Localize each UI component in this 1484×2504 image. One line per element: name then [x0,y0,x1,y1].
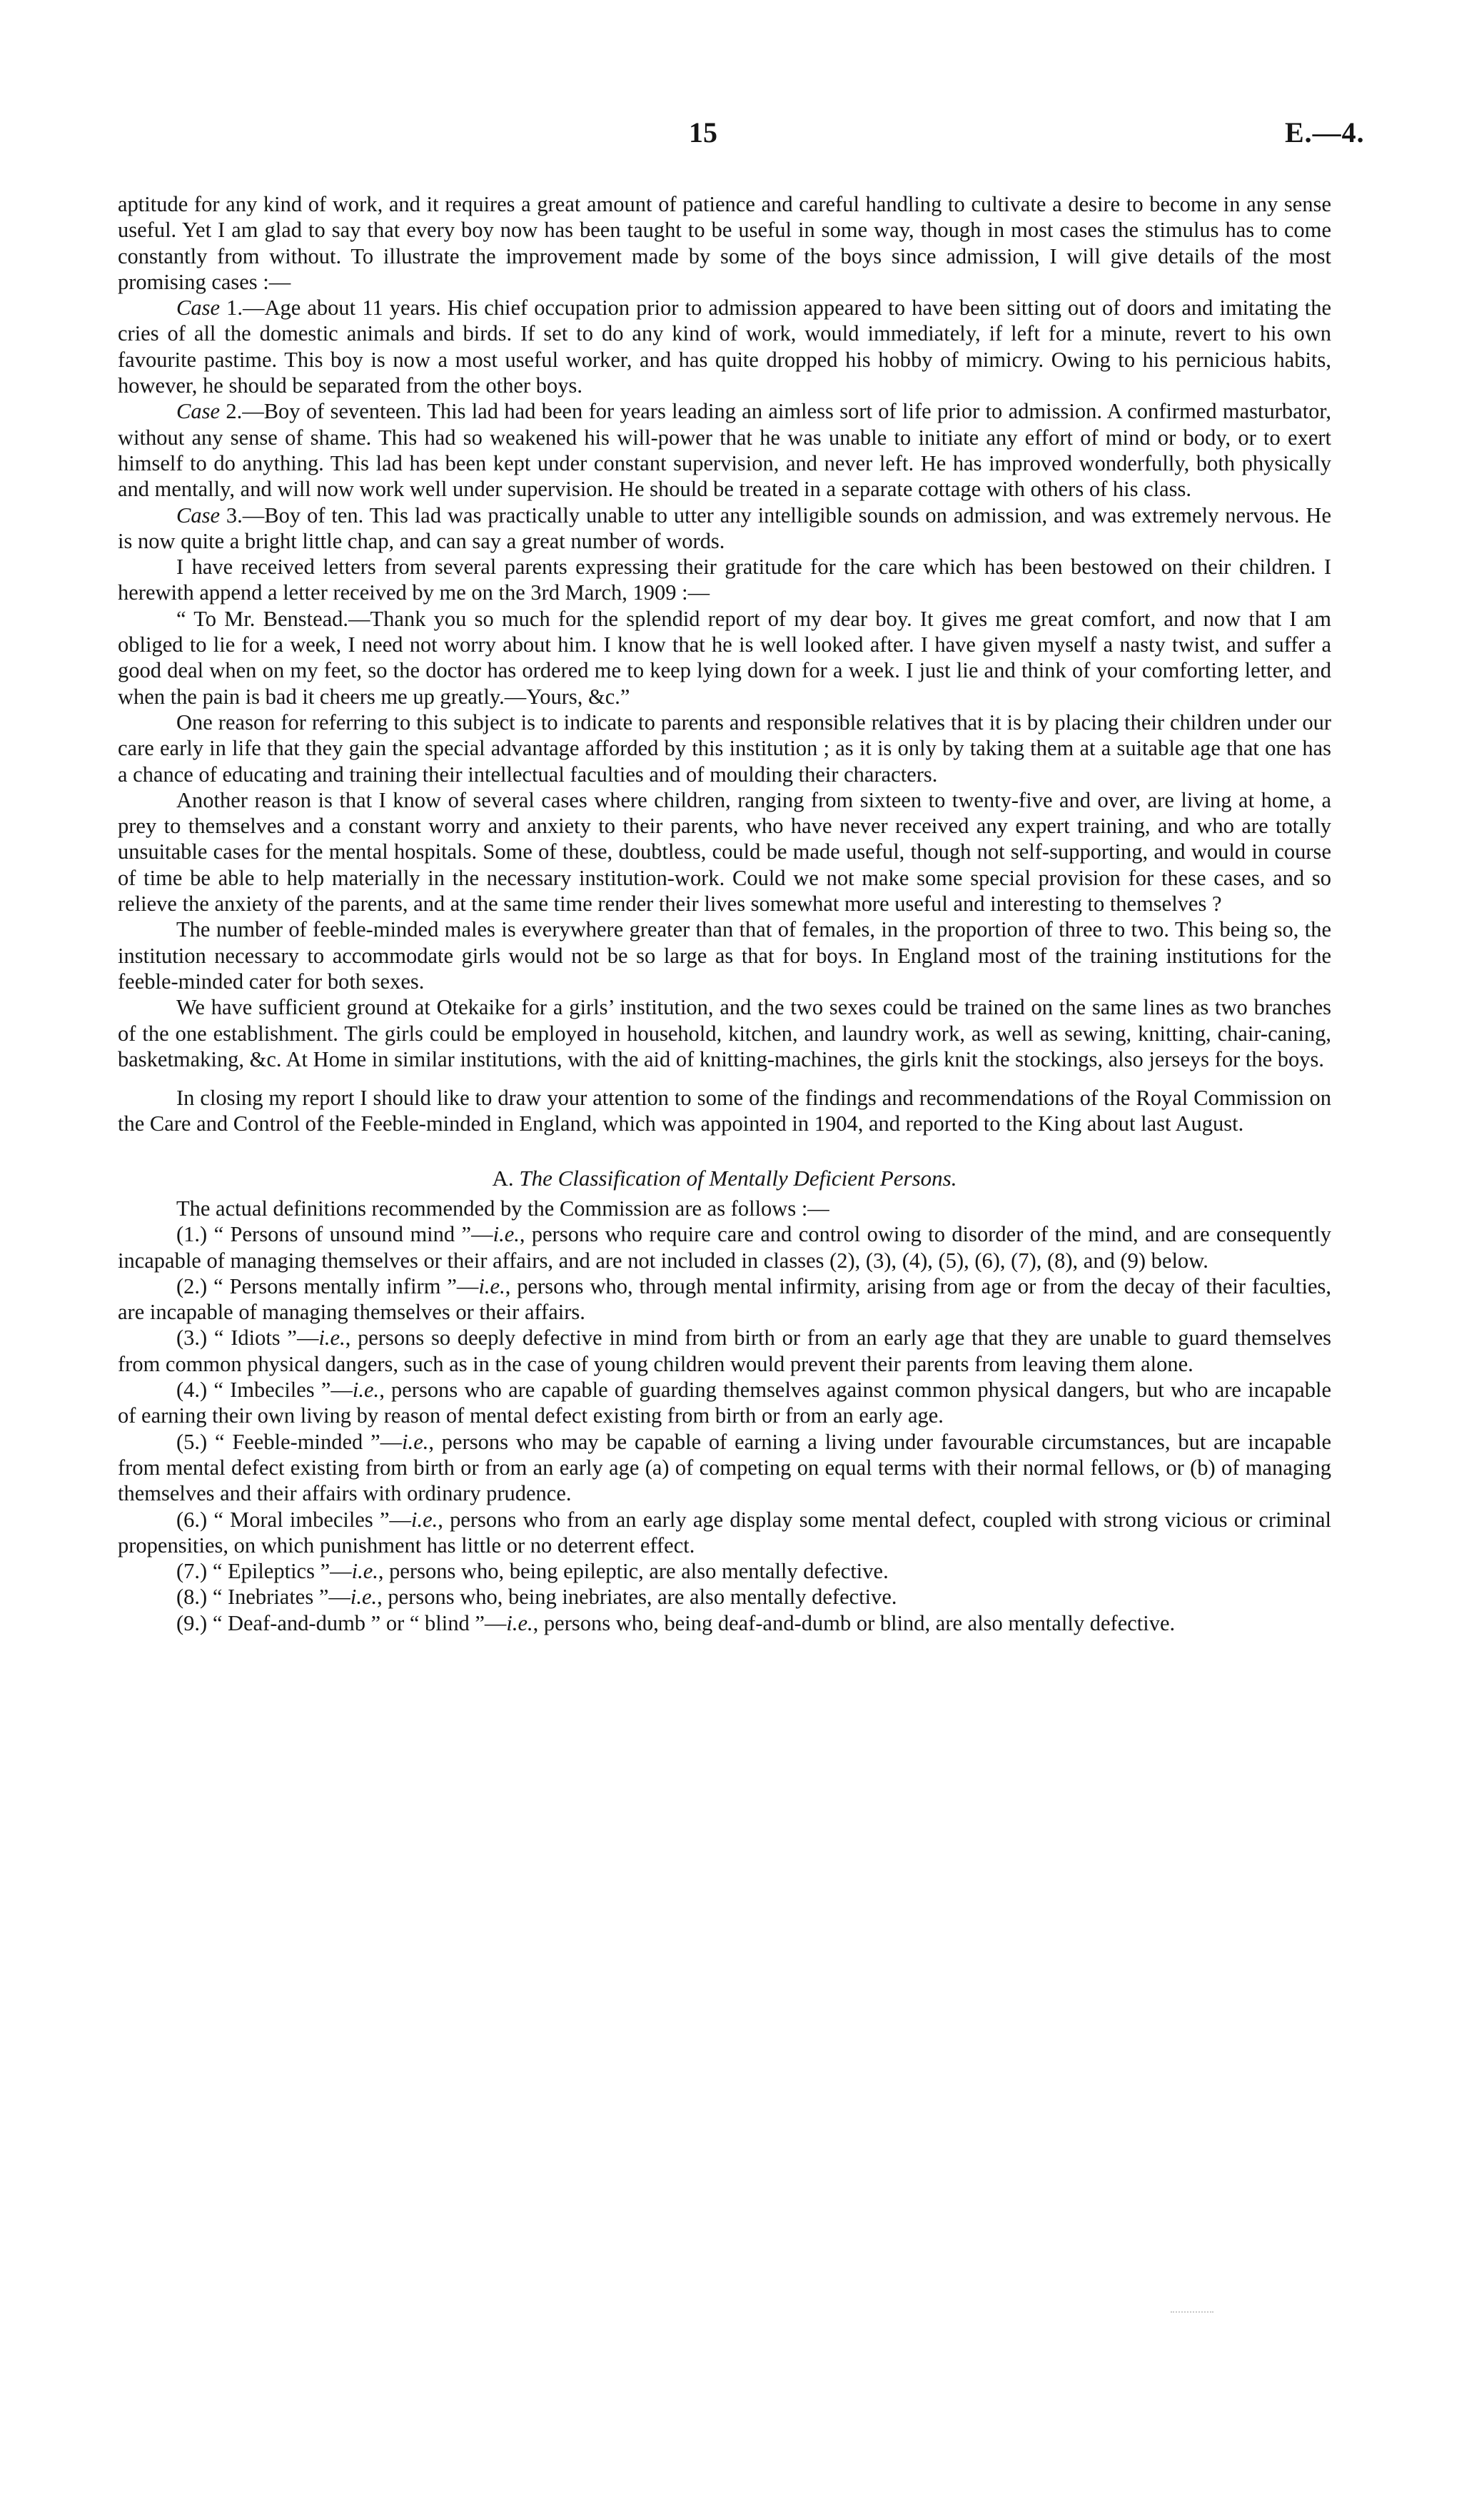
definition-text: , persons who from an early age display some mental defect, coupled with strong vicious or criminal propensities, on which punishment has little or no deterrent effect. [118,1507,1331,1558]
case-1-paragraph [118,295,1331,398]
definition-item [118,1325,1331,1377]
paragraph: We have sufficient ground at Otekaike for a girls’ institution, and the two sexes could be trained on the same lines as two branches of the one establishment. The girls could be employed in household, kitchen, and laundry work, as well as sewing, knitting, chair-caning, basketmaking, &c. At Home in similar institutions, with the aid of knitting-machines, the girls knit the stockings, also jerseys for the boys. [118,995,1331,1071]
case-text: 3.—Boy of ten. This lad was practically unable to utter any intelligible sounds on admission, and was extremely nervous. He is now quite a bright little chap, and can say a great number of words. [118,503,1331,553]
paragraph: The number of feeble-minded males is everywhere greater than that of females, in the proportion of three to two. This being so, the institution necessary to accommodate girls would not be so large as that for boys. In England most of the training institutions for the feeble-minded cater for both sexes. [118,917,1331,994]
definition-term: (8.) “ Inebriates ”— [176,1585,350,1610]
body-text [118,191,1331,1636]
definition-text: , persons so deeply defective in mind from birth or from an early age that they are unable to guard themselves from common physical dangers, such as in the case of young children would prevent their parents from leaving them alone. [118,1326,1331,1376]
print-artifact-dots [1171,2311,1213,2314]
definition-ie: i.e. [318,1326,345,1351]
case-3-paragraph [118,503,1331,555]
definition-ie: i.e. [493,1222,520,1247]
section-heading [118,1166,1331,1191]
definition-text: , persons who, being epileptic, are also mentally defective. [378,1559,889,1584]
definition-ie: i.e. [411,1507,438,1532]
definition-text: , persons who require care and control owing to disorder of the mind, and are consequently incapable of managing themselves or their affairs, and are not included in classes (2), (3), (4), (5), (6), (7), (8), and (9) below. [118,1222,1331,1273]
definition-item [118,1584,1331,1610]
section-letter: A. [492,1165,514,1191]
page-number: 15 [689,116,717,148]
definition-term: (7.) “ Epileptics ”— [176,1559,352,1584]
definition-item [118,1429,1331,1507]
paragraph: In closing my report I should like to draw your attention to some of the findings and recommendations of the Royal Commission on the Care and Control of the Feeble-minded in England, which was appointed in 1904, and reported to the King about last August. [118,1086,1331,1136]
definition-text: , persons who may be capable of earning a living under favourable circumstances, but are incapable from mental defect existing from birth or from an early age (a) of competing on equal terms with their normal fellows, or (b) of managing themselves and their affairs with ordinary prudence. [118,1429,1331,1506]
definition-text: , persons who are capable of guarding themselves against common physical dangers, but who are incapable of earning their own living by reason of mental defect existing from birth or from an early age. [118,1378,1332,1428]
definition-ie: i.e. [352,1378,380,1403]
page-header [0,116,1484,158]
definition-term: (3.) “ Idiots ”— [176,1326,319,1351]
definition-ie: i.e. [350,1585,378,1610]
quoted-letter: “ To Mr. Benstead.—Thank you so much for the splendid report of my dear boy. It gives me great comfort, and now that I am obliged to lie for a week, I need not worry about him. I know that he is well looked after. I have given myself a nasty twist, and suffer a good deal when on my feet, so the doctor has ordered me to keep lying down for a week. I just lie and think of your comforting letter, and when the pain is bad it cheers me up greatly.—Yours, &c.” [118,606,1331,709]
definition-item [118,1610,1331,1636]
definition-item [118,1558,1331,1584]
definition-ie: i.e. [402,1429,429,1454]
case-2-paragraph [118,398,1331,502]
case-label: Case [176,296,220,320]
definition-term: (9.) “ Deaf-and-dumb ” or “ blind ”— [176,1610,507,1635]
definition-text: , persons who, being inebriates, are also mentally defective. [377,1585,897,1610]
definition-term: (4.) “ Imbeciles ”— [176,1378,353,1403]
definition-item [118,1507,1331,1559]
paragraph: Another reason is that I know of several cases where children, ranging from sixteen to twenty-five and over, are living at home, a prey to themselves and a constant worry and anxiety to their parents, who have never received any expert training, and who are totally unsuitable cases for the mental hospitals. Some of these, doubtless, could be made useful, though not self-supporting, and would in course of time be able to help materially in the necessary institution-work. Could we not make some special provision for these cases, and so relieve the anxiety of the parents, and at the same time render their lives somewhat more useful and interesting to themselves ? [118,787,1331,917]
definitions-intro: The actual definitions recommended by the Commission are as follows :— [176,1196,829,1221]
definition-term: (1.) “ Persons of unsound mind ”— [176,1222,493,1247]
definition-item [118,1377,1331,1429]
case-label: Case [176,503,220,527]
paragraph: aptitude for any kind of work, and it requires a great amount of patience and careful handling to cultivate a desire to become in any sense useful. Yet I am glad to say that every boy now has been taught to be useful in some way, though in most cases the stimulus has to come constantly from without. To illustrate the improvement made by some of the boys since admission, I will give details of the most promising cases :— [118,192,1331,294]
definition-ie: i.e. [506,1610,533,1635]
case-text: 2.—Boy of seventeen. This lad had been for years leading an aimless sort of life prior to admission. A confirmed masturbator, without any sense of shame. This had so weakened his will-power that he was unable to initiate any effort of mind or body, or to exert himself to do anything. This lad has been kept under constant supervision, and never left. He has improved wonderfully, both physically and mentally, and will now work well under supervision. He should be treated in a separate cottage with others of his class. [118,399,1331,502]
paragraph: One reason for referring to this subject is to indicate to parents and responsible relatives that it is by placing their children under our care early in life that they gain the special advantage afforded by this institution ; as it is only by taking them at a suitable age that one has a chance of educating and training their intellectual faculties and of moulding their characters. [118,710,1331,787]
case-text: 1.—Age about 11 years. His chief occupation prior to admission appeared to have been sitting out of doors and imitating the cries of all the domestic animals and birds. If set to do any kind of work, would immediately, if left for a minute, revert to his own favourite pastime. This boy is now a most useful worker, and has quite dropped his hobby of mimicry. Owing to his pernicious habits, however, he should be separated from the other boys. [118,296,1331,398]
definition-term: (5.) “ Feeble-minded ”— [176,1429,403,1454]
definition-term: (2.) “ Persons mentally infirm ”— [176,1273,479,1298]
case-label: Case [176,399,220,424]
section-title: The Classification of Mentally Deficient Persons. [519,1165,957,1191]
document-reference: E.—4. [1285,116,1365,148]
definition-text: , persons who, through mental infirmity, arising from age or from the decay of their faculties, are incapable of managing themselves or their affairs. [118,1273,1331,1325]
definition-ie: i.e. [351,1559,378,1584]
paragraph: I have received letters from several parents expressing their gratitude for the care which has been bestowed on their children. I herewith append a letter received by me on the 3rd March, 1909 :— [118,555,1331,605]
definition-item [118,1221,1331,1273]
definition-ie: i.e. [478,1273,505,1298]
definition-term: (6.) “ Moral imbeciles ”— [176,1507,411,1532]
definition-item [118,1273,1331,1326]
definition-text: , persons who, being deaf-and-dumb or blind, are also mentally defective. [532,1610,1176,1635]
